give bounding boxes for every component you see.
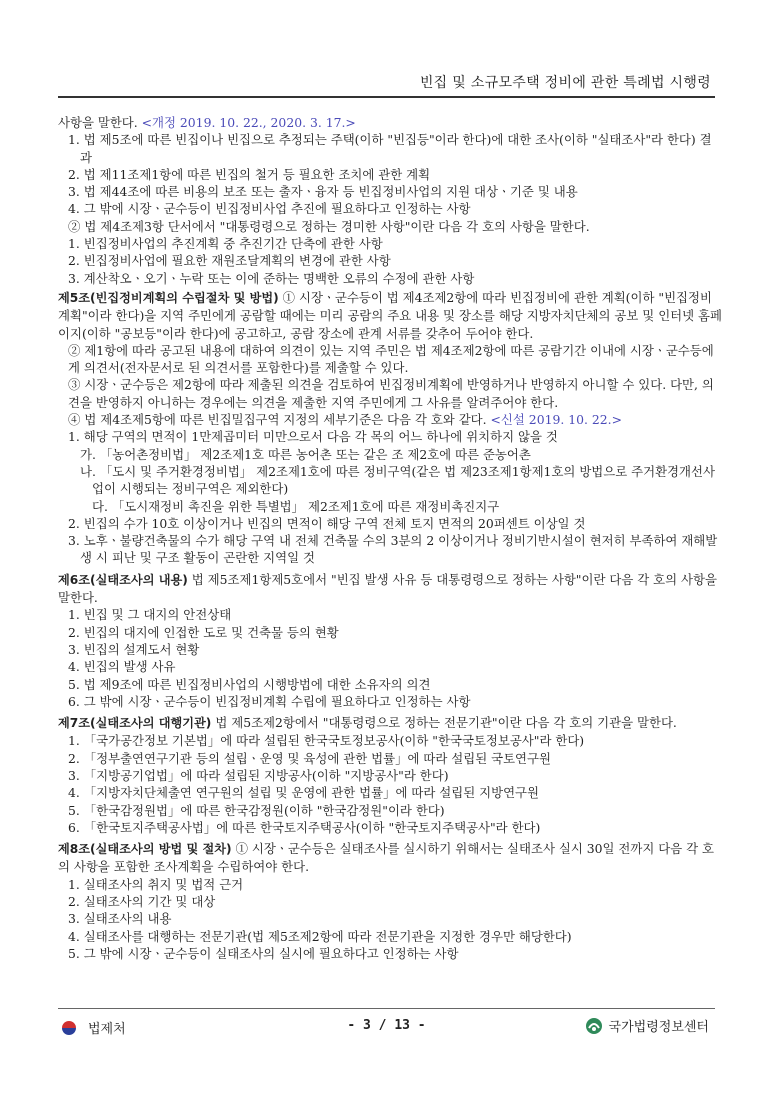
document-body <box>58 114 722 962</box>
list-item: 4. 실태조사를 대행하는 전문기관(법 제5조제2항에 따라 전문기관을 지정한 경우만 해당한다) <box>68 928 572 944</box>
list-item: 1. 빈집정비사업의 추진계획 중 추진기간 단축에 관한 사항 <box>68 236 383 252</box>
paragraph: ④ 법 제4조제5항에 따른 빈집밀집구역 지정의 세부기준은 다음 각 호와 같다. <box>68 412 487 428</box>
list-item: 4. 「지방자치단체출연 연구원의 설립 및 운영에 관한 법률」에 따라 설립된 지방연구원 <box>68 785 539 801</box>
article-text: 법 제5조제2항에서 "대통령령으로 정하는 전문기관"이란 다음 각 호의 기관을 말한다. <box>211 715 677 731</box>
list-item: 2. 빈집의 수가 10호 이상이거나 빈집의 면적이 해당 구역 전체 토지 면적의 20퍼센트 이상일 것 <box>68 515 586 531</box>
list-item: 3. 법 제44조에 따른 비용의 보조 또는 출자ㆍ융자 등 빈집정비사업의 지원 대상ㆍ기준 및 내용 <box>68 184 578 200</box>
list-item: 2. 「정부출연연구기관 등의 설립ㆍ운영 및 육성에 관한 법률」에 따라 설립된 국토연구원 <box>68 750 551 766</box>
list-item: 5. 「한국감정원법」에 따른 한국감정원(이하 "한국감정원"이라 한다) <box>68 802 445 818</box>
list-item: 3. 계산착오ㆍ오기ㆍ누락 또는 이에 준하는 명백한 오류의 수정에 관한 사항 <box>68 270 475 286</box>
list-item: 2. 실태조사의 기간 및 대상 <box>68 894 216 910</box>
list-item: 4. 빈집의 발생 사유 <box>68 659 176 675</box>
list-item: 2. 빈집의 대지에 인접한 도로 및 건축물 등의 현황 <box>68 624 339 640</box>
paragraph: ② 제1항에 따라 공고된 내용에 대하여 의견이 있는 지역 주민은 법 제4조제2항에 따른 공람기간 이내에 시장ㆍ군수등에게 의견서(전자문서로 된 의견서를 포함한다)를 제출할 수 있다. <box>68 342 714 376</box>
list-item: 3. 노후ㆍ불량건축물의 수가 해당 구역 내 전체 건축물 수의 3분의 2 이상이거나 정비기반시설이 현저히 부족하여 재해발생 시 피난 및 구조 활동이 곤란한 지역일 것 <box>68 533 718 566</box>
law-center-logo-icon <box>585 1017 603 1035</box>
paragraph: ② 법 제4조제3항 단서에서 "대통령령으로 정하는 경미한 사항"이란 다음 각 호의 사항을 말한다. <box>68 218 590 234</box>
header-divider <box>58 96 715 98</box>
page-number: - 3 / 13 - <box>347 1018 426 1033</box>
article-title: 제8조(실태조사의 방법 및 절차) <box>58 842 232 857</box>
list-item: 4. 그 밖에 시장ㆍ군수등이 빈집정비사업 추진에 필요하다고 인정하는 사항 <box>68 201 471 217</box>
header-title: 빈집 및 소규모주택 정비에 관한 특례법 시행령 <box>419 75 711 91</box>
article-text: ① 시장ㆍ군수등이 법 제4조제2항에 따라 빈집정비에 관한 계획(이하 "빈집정비계획"이라 한다)을 지역 주민에게 공람할 때에는 미리 공람의 주요 내용 및 장소를 해당 지방자치단체의 공보 및 인터넷 홈페이지(이하 "공보등"이라 한다)에 공고하고, 공람 장소에 관계 서류를 갖추어 두어야 한다. <box>58 289 722 341</box>
text-line: 사항을 말한다. <box>58 115 138 130</box>
amendment-note: <개정 2019. 10. 22., 2020. 3. 17.> <box>141 115 356 130</box>
list-item: 3. 「지방공기업법」에 따라 설립된 지방공사(이하 "지방공사"라 한다) <box>68 767 449 783</box>
footer-publisher: 법제처 <box>88 1022 126 1037</box>
list-item: 3. 빈집의 설계도서 현황 <box>68 641 200 657</box>
list-item: 3. 실태조사의 내용 <box>68 911 172 927</box>
sub-item: 다. 「도시재정비 촉진을 위한 특별법」 제2조제1호에 따른 재정비촉진지구 <box>92 498 500 514</box>
list-item: 5. 그 밖에 시장ㆍ군수등이 실태조사의 실시에 필요하다고 인정하는 사항 <box>68 945 459 961</box>
article-7 <box>58 714 722 732</box>
article-title: 제5조(빈집정비계획의 수립절차 및 방법) <box>58 290 279 305</box>
article-title: 제7조(실태조사의 대행기관) <box>58 716 212 731</box>
list-item: 1. 법 제5조에 따른 빈집이나 빈집으로 추정되는 주택(이하 "빈집등"이라 한다)에 대한 조사(이하 "실태조사"라 한다) 결과 <box>68 132 712 165</box>
list-item: 1. 「국가공간정보 기본법」에 따라 설립된 한국국토정보공사(이하 "한국국토정보공사"라 한다) <box>68 733 585 749</box>
footer-divider <box>58 1008 715 1009</box>
article-6 <box>58 571 722 607</box>
list-item: 6. 그 밖에 시장ㆍ군수등이 빈집정비계획 수립에 필요하다고 인정하는 사항 <box>68 693 471 709</box>
article-5 <box>58 289 722 342</box>
footer-center-name: 국가법령정보센터 <box>608 1020 709 1035</box>
article-text: 법 제5조제1항제5호에서 "빈집 발생 사유 등 대통령령으로 정하는 사항"이란 다음 각 호의 사항을 말한다. <box>58 571 717 606</box>
amendment-note: <신설 2019. 10. 22.> <box>490 412 622 428</box>
sub-item: 나. 「도시 및 주거환경정비법」 제2조제1호에 따른 정비구역(같은 법 제23조제1항제1호의 방법으로 주거환경개선사업이 시행되는 정비구역은 제외한다) <box>80 463 715 497</box>
footer-right <box>585 1016 709 1035</box>
article-title: 제6조(실태조사의 내용) <box>58 572 188 587</box>
paragraph: ③ 시장ㆍ군수등은 제2항에 따라 제출된 의견을 검토하여 빈집정비계획에 반영하거나 반영하지 아니할 수 있다. 다만, 의견을 반영하지 아니하는 경우에는 의견을 제출한 지역 주민에게 그 사유를 알려주어야 한다. <box>68 377 714 410</box>
list-item: 6. 「한국토지주택공사법」에 따른 한국토지주택공사(이하 "한국토지주택공사"라 한다) <box>68 819 541 835</box>
list-item: 1. 빈집 및 그 대지의 안전상태 <box>68 607 232 623</box>
list-item: 1. 해당 구역의 면적이 1만제곱미터 미만으로서 다음 각 목의 어느 하나에 위치하지 않을 것 <box>68 429 558 445</box>
article-text: ① 시장ㆍ군수등은 실태조사를 실시하기 위해서는 실태조사 실시 30일 전까지 다음 각 호의 사항을 포함한 조사계획을 수립하여야 한다. <box>58 841 715 875</box>
list-item: 2. 빈집정비사업에 필요한 재원조달계획의 변경에 관한 사항 <box>68 253 391 269</box>
list-item: 1. 실태조사의 취지 및 법적 근거 <box>68 876 244 892</box>
list-item: 2. 법 제11조제1항에 따른 빈집의 철거 등 필요한 조치에 관한 계획 <box>68 166 431 182</box>
list-item: 5. 법 제9조에 따른 빈집정비사업의 시행방법에 대한 소유자의 의견 <box>68 676 431 692</box>
sub-item: 가. 「농어촌정비법」 제2조제1호 따른 농어촌 또는 같은 조 제2호에 따른 준농어촌 <box>80 446 531 462</box>
article-8 <box>58 840 722 876</box>
